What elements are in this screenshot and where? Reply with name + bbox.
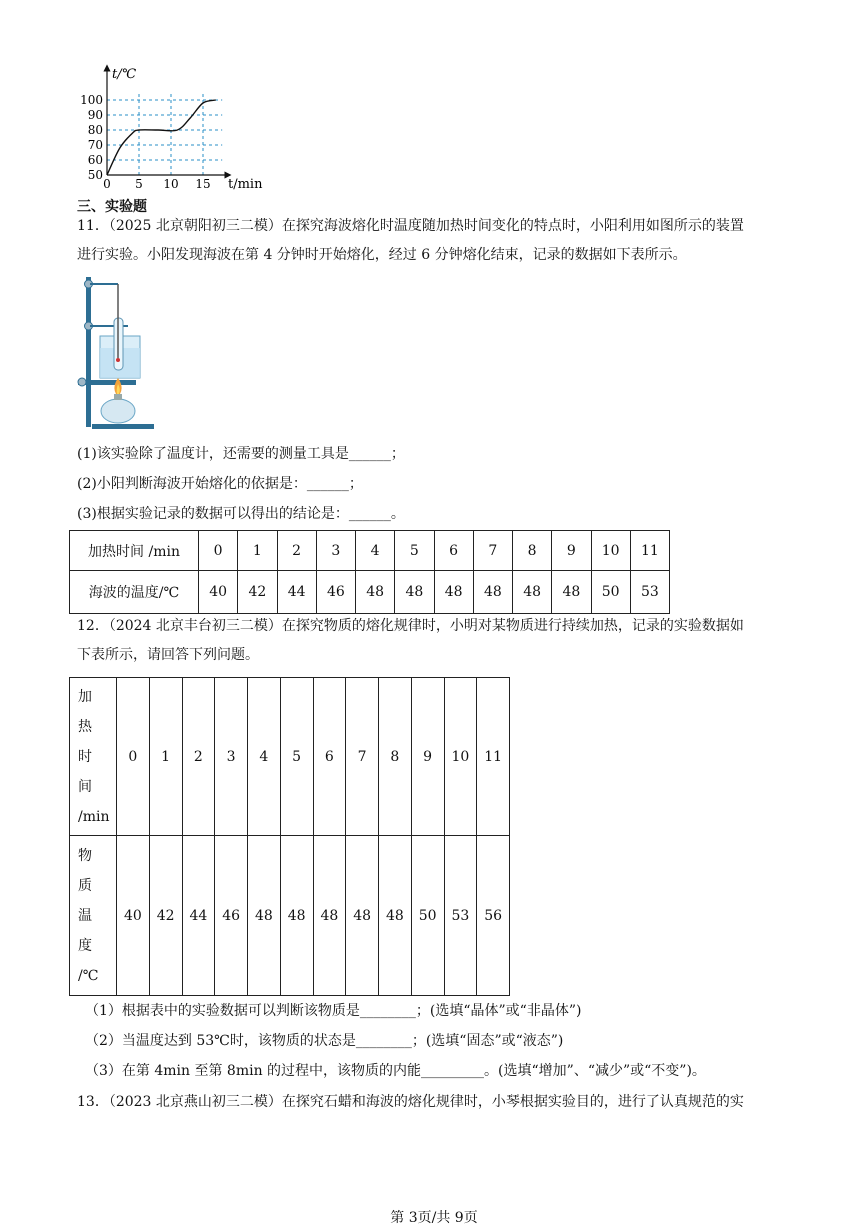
table-cell: 40 bbox=[199, 571, 238, 614]
table-cell: 48 bbox=[434, 571, 473, 614]
table-cell: 48 bbox=[473, 571, 512, 614]
header-char: 温 bbox=[78, 907, 92, 924]
header-char: 热 bbox=[78, 718, 92, 735]
table-cell: 42 bbox=[238, 571, 277, 614]
table-cell: 50 bbox=[411, 836, 444, 996]
table-cell: 2 bbox=[277, 531, 316, 571]
table-cell: 48 bbox=[280, 836, 313, 996]
q11-sub2: (2)小阳判断海波开始熔化的依据是：______； bbox=[77, 476, 363, 492]
header-char: 度 bbox=[78, 937, 92, 954]
q12-sub3: （3）在第 4min 至第 8min 的过程中，该物质的内能_________。(选填“增加”、“减少”或“不变”)。 bbox=[85, 1063, 706, 1079]
table-row bbox=[70, 531, 670, 571]
header-char: 加 bbox=[78, 688, 92, 705]
q13-text-line1: 13．（2023 北京燕山初三二模）在探究石蜡和海波的熔化规律时，小琴根据实验目的，进行了认真规范的实 bbox=[77, 1094, 744, 1110]
table-row bbox=[70, 678, 510, 836]
y-tick-label: 90 bbox=[87, 108, 103, 122]
q12-sub1: （1）根据表中的实验数据可以判断该物质是________；(选填“晶体”或“非晶体”) bbox=[85, 1003, 582, 1019]
table-cell: 6 bbox=[434, 531, 473, 571]
table-cell: 0 bbox=[117, 678, 150, 836]
q12-text-line2: 下表所示，请回答下列问题。 bbox=[77, 647, 259, 663]
y-tick-labels bbox=[80, 93, 103, 182]
table-cell: 10 bbox=[591, 531, 630, 571]
table-cell: 8 bbox=[513, 531, 552, 571]
experiment-apparatus-figure bbox=[76, 274, 156, 430]
temperature-curve bbox=[107, 100, 216, 175]
row-header-time: 加热时间 /min bbox=[70, 531, 199, 571]
q11-text-line1: 11．（2025 北京朝阳初三二模）在探究海波熔化时温度随加热时间变化的特点时，小阳利用如图所示的装置 bbox=[77, 218, 744, 234]
header-char: 时 bbox=[78, 748, 92, 765]
y-tick-label: 50 bbox=[87, 168, 103, 182]
table-cell: 48 bbox=[248, 836, 281, 996]
q11-text bbox=[77, 212, 797, 270]
table-cell: 48 bbox=[552, 571, 591, 614]
y-tick-label: 60 bbox=[87, 153, 103, 167]
header-char: /℃ bbox=[78, 967, 99, 984]
table-cell: 11 bbox=[630, 531, 669, 571]
table-cell: 48 bbox=[313, 836, 346, 996]
table-cell: 46 bbox=[215, 836, 248, 996]
x-tick-label: 0 bbox=[103, 177, 111, 191]
header-char: 物 bbox=[78, 847, 92, 864]
header-char: /min bbox=[78, 808, 110, 825]
table-cell: 9 bbox=[552, 531, 591, 571]
header-char: 间 bbox=[78, 778, 92, 795]
x-tick-label: 5 bbox=[135, 177, 143, 191]
table-cell: 7 bbox=[346, 678, 379, 836]
row-header-temp: 海波的温度/℃ bbox=[70, 571, 199, 614]
x-tick-label: 10 bbox=[163, 177, 179, 191]
q12-data-table bbox=[69, 677, 510, 996]
table-row bbox=[70, 836, 510, 996]
q11-data-table bbox=[69, 530, 670, 614]
y-axis-label: t/℃ bbox=[112, 67, 137, 82]
table-cell: 42 bbox=[149, 836, 182, 996]
table-cell: 3 bbox=[215, 678, 248, 836]
table-cell: 56 bbox=[477, 836, 510, 996]
table-cell: 5 bbox=[280, 678, 313, 836]
table-cell: 44 bbox=[277, 571, 316, 614]
table-cell: 11 bbox=[477, 678, 510, 836]
table-cell: 8 bbox=[379, 678, 412, 836]
x-tick-labels bbox=[103, 177, 210, 191]
table-cell: 9 bbox=[411, 678, 444, 836]
table-cell: 1 bbox=[149, 678, 182, 836]
graph-grid bbox=[107, 94, 222, 175]
header-char: 质 bbox=[78, 877, 92, 894]
section-title: 三、实验题 bbox=[77, 199, 147, 215]
table-cell: 0 bbox=[199, 531, 238, 571]
q12-text bbox=[77, 612, 797, 670]
table-cell: 1 bbox=[238, 531, 277, 571]
table-cell: 46 bbox=[316, 571, 355, 614]
table-cell: 40 bbox=[117, 836, 150, 996]
table-cell: 44 bbox=[182, 836, 215, 996]
table-cell: 48 bbox=[379, 836, 412, 996]
table-cell: 53 bbox=[444, 836, 477, 996]
y-tick-label: 70 bbox=[87, 138, 103, 152]
table-cell: 48 bbox=[513, 571, 552, 614]
table-cell: 48 bbox=[356, 571, 395, 614]
table-cell: 4 bbox=[356, 531, 395, 571]
table-cell: 53 bbox=[630, 571, 669, 614]
x-axis-label: t/min bbox=[228, 177, 263, 192]
table-cell: 7 bbox=[473, 531, 512, 571]
q11-sub1: (1)该实验除了温度计，还需要的测量工具是______； bbox=[77, 446, 405, 462]
table-cell: 6 bbox=[313, 678, 346, 836]
y-tick-label: 80 bbox=[87, 123, 103, 137]
table-cell: 48 bbox=[395, 571, 434, 614]
table-cell: 3 bbox=[316, 531, 355, 571]
x-tick-label: 15 bbox=[195, 177, 211, 191]
q12-sub2: （2）当温度达到 53℃时，该物质的状态是________；(选填“固态”或“液态”) bbox=[85, 1033, 564, 1049]
table-row bbox=[70, 571, 670, 614]
temperature-time-graph bbox=[78, 62, 268, 192]
row-header-time bbox=[70, 678, 117, 836]
page-footer: 第 3页/共 9页 bbox=[390, 1210, 478, 1226]
table-cell: 4 bbox=[248, 678, 281, 836]
q11-text-line2: 进行实验。小阳发现海波在第 4 分钟时开始熔化，经过 6 分钟熔化结束，记录的数据如下表所示。 bbox=[77, 247, 687, 263]
table-cell: 2 bbox=[182, 678, 215, 836]
q11-sub3: (3)根据实验记录的数据可以得出的结论是：______。 bbox=[77, 506, 405, 522]
row-header-temp bbox=[70, 836, 117, 996]
table-cell: 10 bbox=[444, 678, 477, 836]
table-cell: 50 bbox=[591, 571, 630, 614]
y-tick-label: 100 bbox=[80, 93, 103, 107]
q12-text-line1: 12．（2024 北京丰台初三二模）在探究物质的熔化规律时，小明对某物质进行持续加热，记录的实验数据如 bbox=[77, 618, 744, 634]
table-cell: 48 bbox=[346, 836, 379, 996]
table-cell: 5 bbox=[395, 531, 434, 571]
